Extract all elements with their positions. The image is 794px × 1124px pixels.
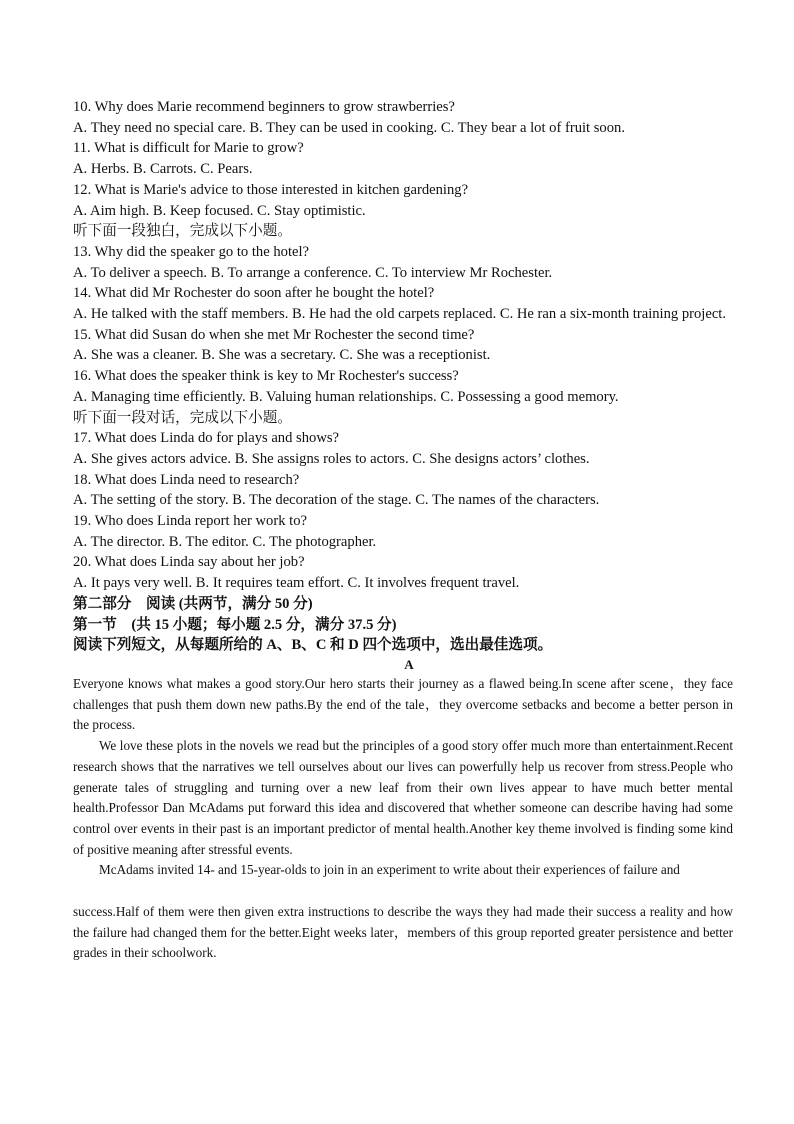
passage-paragraph-3-start: McAdams invited 14- and 15-year-olds to join in an experiment to write about their experiences of failure and: [99, 862, 680, 878]
options-17: A. She gives actors advice. B. She assigns roles to actors. C. She designs actors’ clothes.: [73, 450, 590, 467]
question-15: 15. What did Susan do when she met Mr Rochester the second time?: [73, 326, 475, 343]
reading-instruction: 阅读下列短文，从每题所给的 A、B、C 和 D 四个选项中，选出最佳选项。: [73, 637, 553, 654]
document-page: [73, 97, 733, 964]
options-16: A. Managing time efficiently. B. Valuing human relationships. C. Possessing a good memory.: [73, 388, 619, 405]
question-13: 13. Why did the speaker go to the hotel?: [73, 243, 310, 260]
question-10: 10. Why does Marie recommend beginners to grow strawberries?: [73, 99, 455, 115]
options-12: A. Aim high. B. Keep focused. C. Stay optimistic.: [73, 202, 366, 219]
passage-paragraph-2: We love these plots in the novels we read but the principles of a good story offer much more than entertainment.Recent research shows that the narratives we tell ourselves about our lives can powerfully help us recover from stress.People who generate tales of struggling and turning over a new leaf from their own lives appear to have much better mental health.Professor Dan McAdams put forward this idea and discovered that whether someone can describe having had some control over events in their past is an important predictor of mental health.Another key theme involved is finding some kind of positive meaning after stressful events.: [73, 738, 733, 857]
options-15: A. She was a cleaner. B. She was a secretary. C. She was a receptionist.: [73, 347, 491, 364]
options-19: A. The director. B. The editor. C. The photographer.: [73, 533, 377, 550]
options-14: A. He talked with the staff members. B. He had the old carpets replaced. C. He ran a six-month training project.: [73, 306, 727, 323]
question-19: 19. Who does Linda report her work to?: [73, 513, 307, 530]
passage-label: A: [404, 656, 414, 672]
part2-header: 第二部分 阅读 (共两节，满分 50 分): [73, 595, 313, 612]
question-14: 14. What did Mr Rochester do soon after he bought the hotel?: [73, 285, 435, 302]
dialogue-instruction: 听下面一段对话，完成以下小题。: [73, 409, 292, 426]
options-20: A. It pays very well. B. It requires team effort. C. It involves frequent travel.: [73, 575, 520, 592]
passage-paragraph-1: Everyone knows what makes a good story.Our hero starts their journey as a flawed being.In scene after scene，they face challenges that push them down new paths.By the end of the tale，they overcome setbacks and become a better person in the process.: [73, 675, 733, 733]
question-11: 11. What is difficult for Marie to grow?: [73, 140, 304, 157]
section1-header: 第一节 (共 15 小题；每小题 2.5 分，满分 37.5 分): [73, 616, 397, 633]
question-17: 17. What does Linda do for plays and shows?: [73, 430, 340, 447]
options-18: A. The setting of the story. B. The decoration of the stage. C. The names of the characters.: [73, 492, 600, 509]
question-18: 18. What does Linda need to research?: [73, 471, 300, 488]
options-13: A. To deliver a speech. B. To arrange a conference. C. To interview Mr Rochester.: [73, 264, 553, 281]
question-12: 12. What is Marie's advice to those interested in kitchen gardening?: [73, 181, 469, 198]
options-10: A. They need no special care. B. They can be used in cooking. C. They bear a lot of fruit soon.: [73, 119, 625, 136]
page-gap: [73, 881, 733, 902]
question-20: 20. What does Linda say about her job?: [73, 554, 305, 571]
monologue-instruction: 听下面一段独白，完成以下小题。: [73, 223, 292, 240]
passage-paragraph-3-end: success.Half of them were then given extra instructions to describe the ways they had made their success a reality and how the failure had changed them for the better.Eight weeks later，members of this group reported greater persistence and better grades in their schoolwork.: [73, 904, 733, 961]
question-16: 16. What does the speaker think is key to Mr Rochester's success?: [73, 368, 459, 385]
options-11: A. Herbs. B. Carrots. C. Pears.: [73, 161, 253, 178]
